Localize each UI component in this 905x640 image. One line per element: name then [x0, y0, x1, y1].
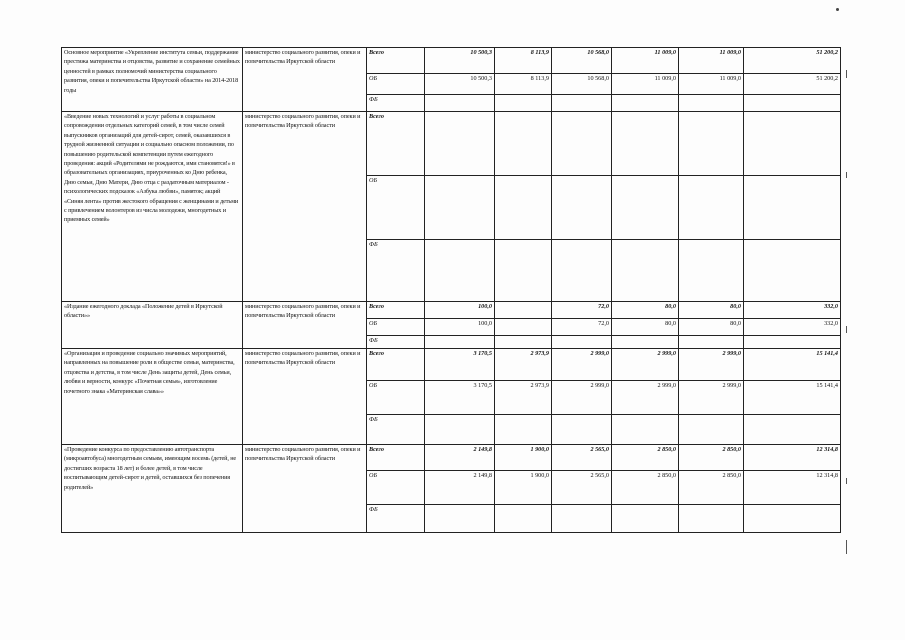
amount-cell: 2 973,9	[495, 349, 552, 381]
amount-cell: 2 850,0	[612, 445, 679, 471]
amount-cell	[744, 336, 841, 349]
amount-cell	[679, 415, 744, 445]
amount-cell: 1 900,0	[495, 471, 552, 505]
amount-cell	[495, 415, 552, 445]
funding-source-label: ОБ	[367, 74, 425, 95]
amount-cell	[679, 95, 744, 112]
amount-cell: 2 850,0	[612, 471, 679, 505]
amount-cell	[679, 240, 744, 302]
amount-cell: 10 500,3	[425, 74, 495, 95]
amount-cell	[679, 505, 744, 533]
amount-cell: 2 999,0	[679, 381, 744, 415]
margin-tick	[846, 172, 847, 178]
amount-cell: 11 009,0	[679, 48, 744, 74]
amount-cell: 3 170,5	[425, 349, 495, 381]
amount-cell	[744, 415, 841, 445]
funding-source-label: ФБ	[367, 336, 425, 349]
amount-cell	[612, 112, 679, 176]
amount-cell	[552, 112, 612, 176]
amount-cell	[425, 336, 495, 349]
amount-cell	[744, 176, 841, 240]
margin-tick	[846, 326, 847, 333]
amount-cell	[612, 95, 679, 112]
amount-cell: 15 141,4	[744, 381, 841, 415]
amount-cell: 2 999,0	[612, 381, 679, 415]
funding-source-label: ОБ	[367, 471, 425, 505]
amount-cell: 2 999,0	[612, 349, 679, 381]
funding-source-label: Всего	[367, 302, 425, 319]
amount-cell: 332,0	[744, 319, 841, 336]
amount-cell	[425, 415, 495, 445]
amount-cell: 15 141,4	[744, 349, 841, 381]
amount-cell	[495, 95, 552, 112]
scan-mark	[836, 8, 839, 11]
margin-tick	[846, 70, 847, 78]
amount-cell	[612, 240, 679, 302]
amount-cell	[744, 505, 841, 533]
funding-source-label: ОБ	[367, 381, 425, 415]
amount-cell: 2 149,8	[425, 445, 495, 471]
budget-table	[61, 47, 841, 533]
amount-cell	[552, 505, 612, 533]
amount-cell	[495, 319, 552, 336]
amount-cell	[495, 505, 552, 533]
table-row	[62, 112, 841, 176]
amount-cell: 2 565,0	[552, 471, 612, 505]
executor-cell: министерство социального развития, опеки и попечительства Иркутской области	[243, 112, 367, 302]
table-row	[62, 302, 841, 319]
amount-cell: 332,0	[744, 302, 841, 319]
amount-cell	[744, 240, 841, 302]
amount-cell	[495, 176, 552, 240]
amount-cell	[495, 336, 552, 349]
amount-cell: 8 113,9	[495, 48, 552, 74]
amount-cell	[679, 176, 744, 240]
amount-cell	[552, 95, 612, 112]
amount-cell: 80,0	[679, 302, 744, 319]
margin-tick	[846, 478, 847, 484]
funding-source-label: ФБ	[367, 240, 425, 302]
amount-cell	[495, 302, 552, 319]
amount-cell	[552, 176, 612, 240]
amount-cell: 72,0	[552, 319, 612, 336]
amount-cell: 2 850,0	[679, 471, 744, 505]
amount-cell	[425, 95, 495, 112]
activity-description: «Введение новых технологий и услуг работы в социальном сопровождении отдельных категорий семей, в том числе семей выпускников организаций для детей-сирот, семей, оказавшихся в трудной жизненной ситуации и социально опасном положении, по повышению родительской компетенции путем ежегодного проведения: акций «Родителями не рождаются, ими становятся!» в образовательных организациях, приуроченных ко Дню ребенка, Дню семьи, Дню Матери, Дню отца с раздаточным материалом - психологических подсказок «Азбука любви», памяток; акций «Синяя лента» против жестокого обращения с женщинами и детьми с привлечением волонтеров из числа молодежи, многодетных и приемных семей»	[62, 112, 243, 302]
funding-source-label: ОБ	[367, 319, 425, 336]
amount-cell: 11 009,0	[679, 74, 744, 95]
amount-cell: 51 200,2	[744, 48, 841, 74]
amount-cell	[679, 112, 744, 176]
table-row	[62, 48, 841, 74]
amount-cell: 100,0	[425, 319, 495, 336]
amount-cell: 11 009,0	[612, 74, 679, 95]
amount-cell: 80,0	[679, 319, 744, 336]
amount-cell: 100,0	[425, 302, 495, 319]
amount-cell: 2 999,0	[679, 349, 744, 381]
table-row	[62, 445, 841, 471]
funding-source-label: Всего	[367, 112, 425, 176]
amount-cell: 8 113,9	[495, 74, 552, 95]
funding-source-label: ФБ	[367, 95, 425, 112]
amount-cell: 10 500,3	[425, 48, 495, 74]
activity-description: Основное мероприятие «Укрепление института семьи, поддержание престижа материнства и отцовства, развитие и сохранение семейных ценностей в рамках полномочий министерства социального развития, опеки и попечительства Иркутской области» на 2014-2018 годы	[62, 48, 243, 112]
activity-description: «Издание ежегодного доклада «Положение детей в Иркутской области»»	[62, 302, 243, 349]
margin-tick	[846, 540, 847, 554]
amount-cell	[495, 112, 552, 176]
amount-cell: 2 999,0	[552, 349, 612, 381]
executor-cell: министерство социального развития, опеки и попечительства Иркутской области	[243, 302, 367, 349]
amount-cell	[679, 336, 744, 349]
funding-source-label: Всего	[367, 445, 425, 471]
amount-cell: 2 999,0	[552, 381, 612, 415]
funding-source-label: Всего	[367, 349, 425, 381]
amount-cell: 10 568,0	[552, 74, 612, 95]
executor-cell: министерство социального развития, опеки и попечительства Иркутской области	[243, 48, 367, 112]
amount-cell	[612, 336, 679, 349]
amount-cell: 1 900,0	[495, 445, 552, 471]
amount-cell	[552, 415, 612, 445]
table-row	[62, 349, 841, 381]
amount-cell	[612, 176, 679, 240]
activity-description: «Организация и проведение социально значимых мероприятий, направленных на повышение роли в обществе семьи, материнства, отцовства и детства, в том числе День защиты детей, День семьи, любви и верности, конкурс «Почетная семья», изготовление почетного знака «Материнская слава»»	[62, 349, 243, 445]
amount-cell: 12 314,8	[744, 471, 841, 505]
amount-cell	[425, 240, 495, 302]
amount-cell	[552, 240, 612, 302]
amount-cell: 2 565,0	[552, 445, 612, 471]
executor-cell: министерство социального развития, опеки и попечительства Иркутской области	[243, 445, 367, 533]
amount-cell: 11 009,0	[612, 48, 679, 74]
amount-cell	[552, 336, 612, 349]
amount-cell: 80,0	[612, 302, 679, 319]
amount-cell: 72,0	[552, 302, 612, 319]
funding-source-label: ФБ	[367, 505, 425, 533]
activity-description: «Проведение конкурса по предоставлению автотранспорта (микроавтобуса) многодетным семьям, имеющим восемь (детей, не достигших возраста 18 лет) и более детей, в том числе воспитывающим детей-сирот и детей, оставшихся без попечения родителей»	[62, 445, 243, 533]
funding-source-label: Всего	[367, 48, 425, 74]
amount-cell: 10 568,0	[552, 48, 612, 74]
amount-cell	[495, 240, 552, 302]
funding-source-label: ФБ	[367, 415, 425, 445]
executor-cell: министерство социального развития, опеки и попечительства Иркутской области	[243, 349, 367, 445]
amount-cell	[612, 415, 679, 445]
amount-cell: 80,0	[612, 319, 679, 336]
amount-cell	[425, 505, 495, 533]
amount-cell	[612, 505, 679, 533]
amount-cell: 12 314,8	[744, 445, 841, 471]
funding-source-label: ОБ	[367, 176, 425, 240]
amount-cell	[425, 176, 495, 240]
amount-cell	[744, 95, 841, 112]
amount-cell: 51 200,2	[744, 74, 841, 95]
amount-cell: 2 850,0	[679, 445, 744, 471]
amount-cell	[425, 112, 495, 176]
amount-cell: 2 149,8	[425, 471, 495, 505]
amount-cell: 2 973,9	[495, 381, 552, 415]
amount-cell	[744, 112, 841, 176]
amount-cell: 3 170,5	[425, 381, 495, 415]
